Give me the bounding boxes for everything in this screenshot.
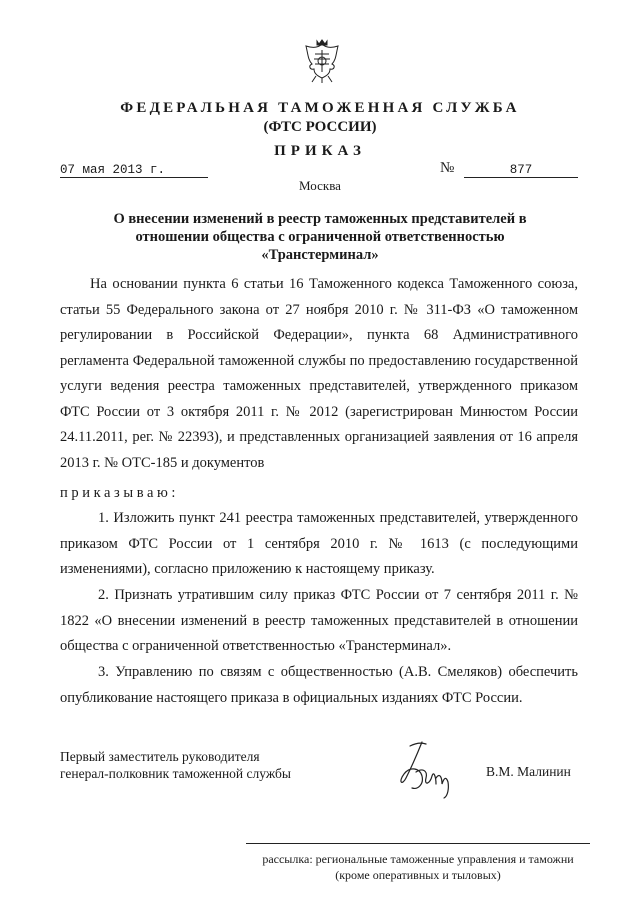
subject-line-3: «Транстерминал» bbox=[261, 247, 379, 263]
signatory-position bbox=[60, 748, 291, 782]
document-number: 877 bbox=[464, 163, 578, 178]
number-label: № bbox=[440, 160, 455, 176]
handwritten-signature-icon bbox=[392, 738, 456, 802]
distribution-line-1: рассылка: региональные таможенные управления и таможни bbox=[262, 852, 574, 866]
signatory-position-line-1: Первый заместитель руководителя bbox=[60, 749, 260, 764]
document-date: 07 мая 2013 г. bbox=[60, 163, 208, 178]
distribution-divider bbox=[246, 843, 590, 844]
coat-of-arms-icon bbox=[302, 38, 342, 84]
order-word: приказываю: bbox=[60, 485, 180, 501]
organization-name: ФЕДЕРАЛЬНАЯ ТАМОЖЕННАЯ СЛУЖБА bbox=[120, 100, 520, 116]
distribution-line-2: (кроме оперативных и тыловых) bbox=[335, 868, 501, 882]
document-type: ПРИКАЗ bbox=[274, 143, 366, 159]
intro-paragraph: На основании пункта 6 статьи 16 Таможенного кодекса Таможенного союза, статьи 55 Федерального закона от 27 ноября 2010 г. № 311-ФЗ «О таможенном регулировании в Российской Федерации», пункта 68 Административного регламента Федеральной таможенной службы по предоставлению государственной услуги ведения реестра таможенных представителей, утвержденного приказом ФТС России от 3 октября 2011 г. № 2012 (зарегистрирован Минюстом России 24.11.2011, рег. № 22393), и представленных организацией заявления от 16 апреля 2013 г. № ОТС-185 и документов bbox=[60, 276, 578, 471]
organization-short-name: (ФТС РОССИИ) bbox=[263, 119, 377, 135]
distribution-list bbox=[240, 851, 596, 883]
order-item-3: 3. Управлению по связям с общественностью (А.В. Смеляков) обеспечить опубликование настоящего приказа в официальных изданиях ФТС России. bbox=[60, 664, 578, 706]
order-item-2: 2. Признать утратившим силу приказ ФТС России от 7 сентября 2011 г. № 1822 «О внесении изменений в реестр таможенных представителей в отношении общества с ограниченной ответственностью «Транстерминал». bbox=[60, 587, 578, 654]
subject-line-2: отношении общества с ограниченной ответственностью bbox=[135, 229, 505, 245]
signatory-position-line-2: генерал-полковник таможенной службы bbox=[60, 766, 291, 781]
document-subject bbox=[90, 210, 550, 264]
document-city: Москва bbox=[299, 178, 341, 193]
subject-line-1: О внесении изменений в реестр таможенных представителей в bbox=[113, 211, 527, 227]
order-item-1: 1. Изложить пункт 241 реестра таможенных представителей, утвержденного приказом ФТС России от 1 сентября 2010 г. № 1613 (с последующими изменениями), согласно приложению к настоящему приказу. bbox=[60, 510, 578, 577]
signatory-name: В.М. Малинин bbox=[486, 764, 571, 779]
